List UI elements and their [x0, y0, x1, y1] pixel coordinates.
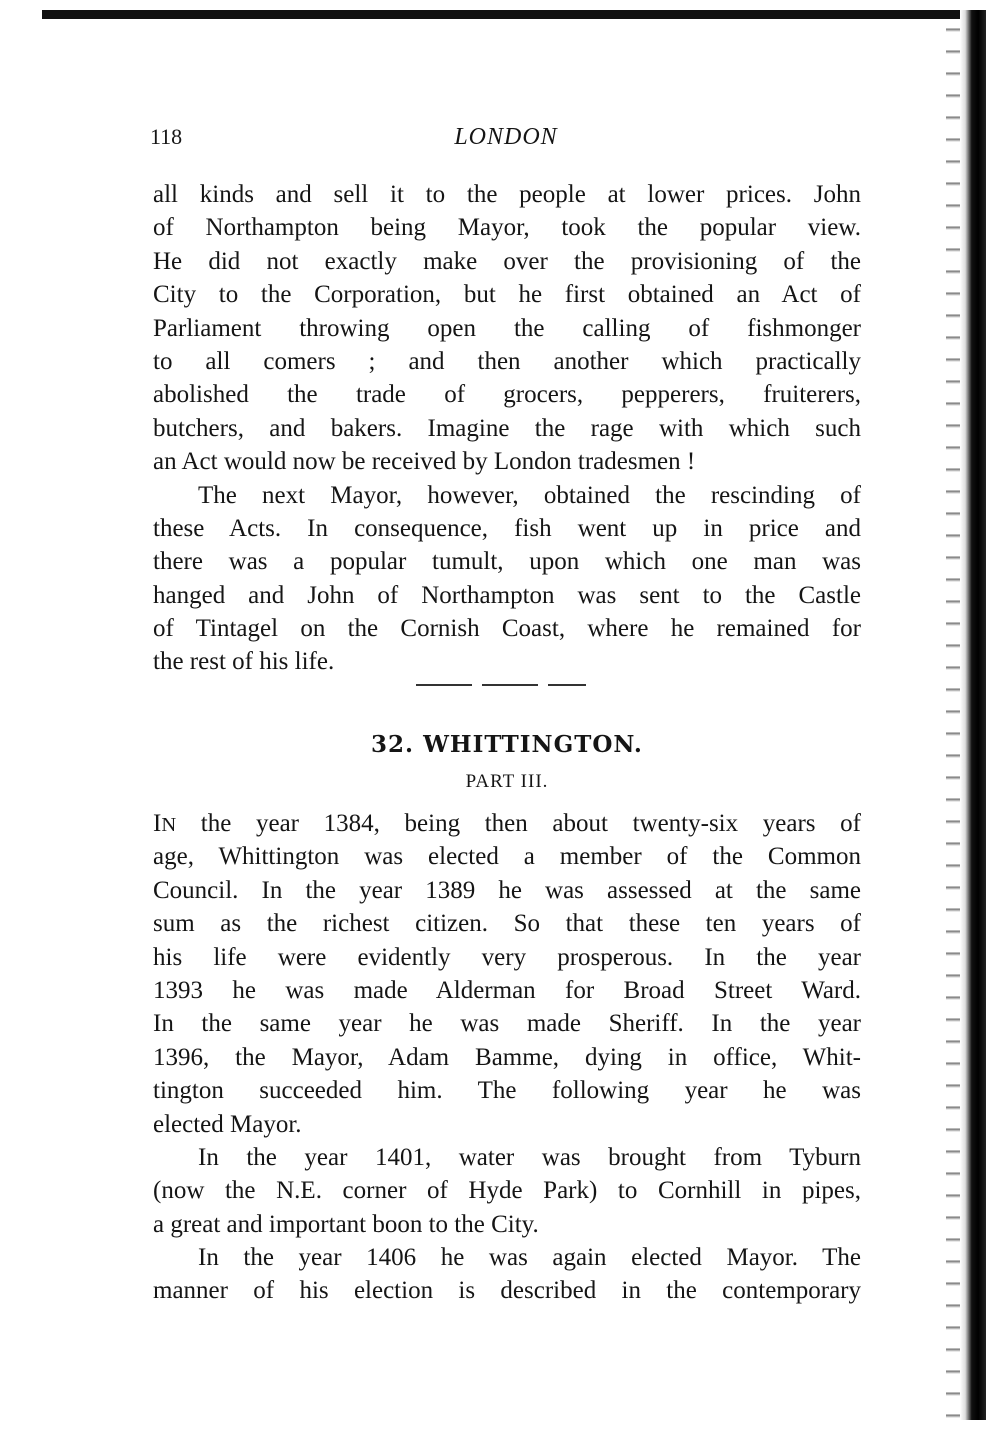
section-title: 32. WHITTINGTON.: [371, 731, 643, 758]
paragraph-block-2: [153, 807, 861, 1308]
text-line: Council. In the year 1389 he was assessed at the same: [153, 876, 861, 904]
text-line: a great and important boon to the City.: [153, 1210, 539, 1238]
text-line: there was a popular tumult, upon which one man was: [153, 548, 861, 576]
text-line: abolished the trade of grocers, pepperers, fruiterers,: [153, 381, 861, 409]
page-binding-shadow: [960, 10, 986, 1420]
text-line: 1396, the Mayor, Adam Bamme, dying in office, Whit-: [153, 1043, 861, 1071]
top-edge-rule: [42, 10, 962, 19]
text-line: age, Whittington was elected a member of the Common: [153, 843, 861, 871]
text-line: Parliament throwing open the calling of fishmonger: [153, 314, 861, 342]
text-line: In the same year he was made Sheriff. In the year: [153, 1010, 861, 1038]
page-number: 118: [150, 124, 183, 149]
text-line: City to the Corporation, but he first obtained an Act of: [153, 281, 861, 309]
text-line: of Northampton being Mayor, took the popular view.: [153, 214, 861, 242]
text-line: the rest of his life.: [153, 648, 335, 676]
text-line: sum as the richest citizen. So that these ten years of: [153, 910, 861, 938]
text-line: manner of his election is described in the contemporary: [153, 1277, 861, 1305]
text-line: to all comers ; and then another which practically: [153, 347, 861, 375]
text-line: In the year 1401, water was brought from Tyburn: [198, 1143, 861, 1171]
page-header: [150, 124, 862, 158]
text-line-first: [153, 807, 861, 840]
text-line: 1393 he was made Alderman for Broad Street Ward.: [153, 976, 861, 1004]
text-line: these Acts. In consequence, fish went up in price and: [153, 514, 861, 542]
running-head: LONDON: [454, 124, 558, 150]
text-line: hanged and John of Northampton was sent to the Castle: [153, 581, 861, 609]
text-line: The next Mayor, however, obtained the rescinding of: [198, 481, 861, 509]
text-line: (now the N.E. corner of Hyde Park) to Cornhill in pipes,: [153, 1177, 861, 1205]
text-line: tington succeeded him. The following year he was: [153, 1077, 861, 1105]
paragraph-block-1: [153, 178, 861, 679]
text-line: In the year 1406 he was again elected Mayor. The: [198, 1244, 861, 1272]
text-line: elected Mayor.: [153, 1110, 302, 1138]
section-divider: [416, 684, 586, 686]
section-part: PART III.: [465, 771, 549, 792]
text-line: an Act would now be received by London tradesmen !: [153, 448, 696, 476]
text-line: of Tintagel on the Cornish Coast, where he remained for: [153, 615, 861, 643]
first-word-cap: I: [153, 810, 162, 837]
text-line: butchers, and bakers. Imagine the rage with which such: [153, 414, 861, 442]
first-line-rest: the year 1384, being then about twenty-six years of: [176, 810, 861, 837]
first-word-smallcap: N: [161, 814, 177, 836]
text-line: He did not exactly make over the provisioning of the: [153, 247, 861, 275]
text-line: all kinds and sell it to the people at lower prices. John: [153, 181, 861, 208]
text-line: his life were evidently very prosperous. In the year: [153, 943, 861, 971]
